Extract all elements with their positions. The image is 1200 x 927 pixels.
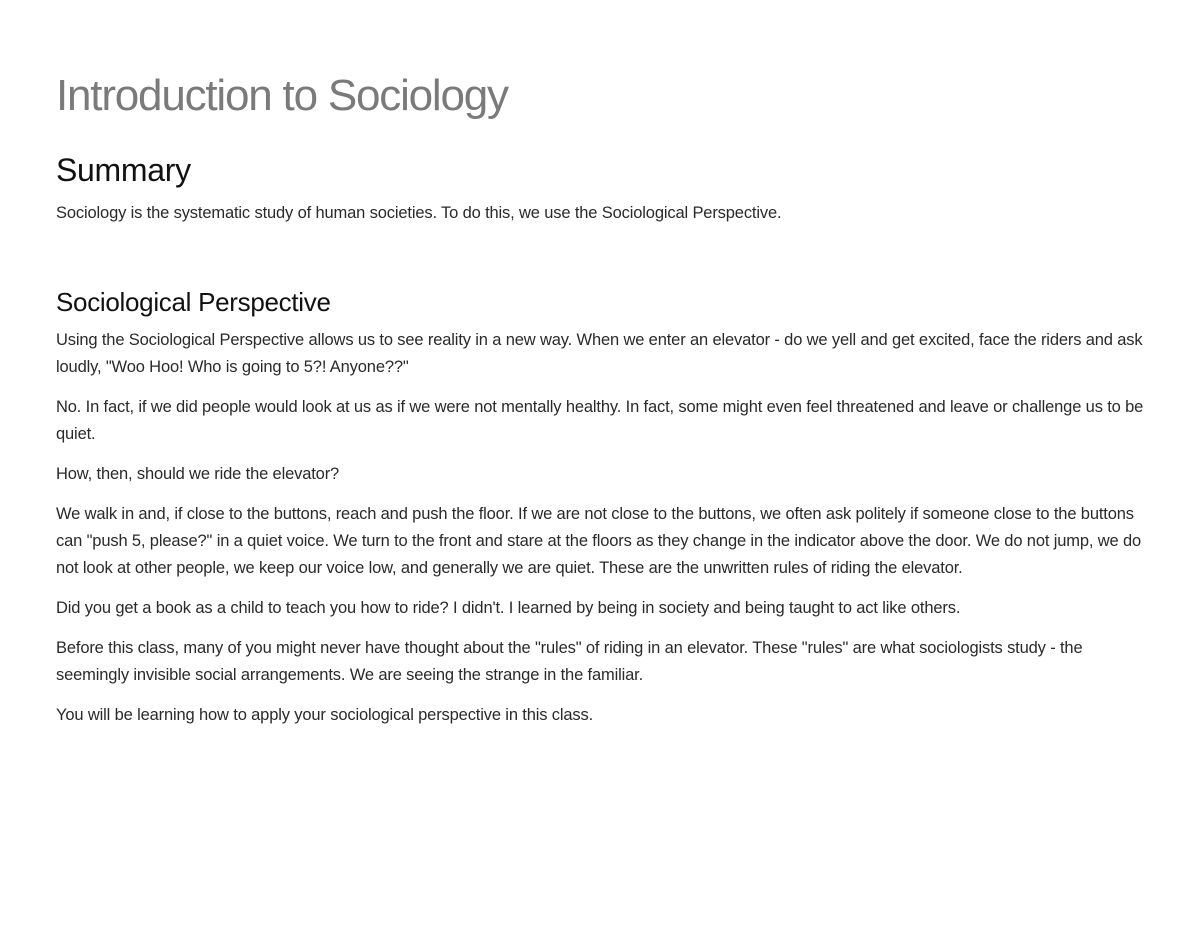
- sociological-perspective-heading: Sociological Perspective: [56, 287, 331, 317]
- paragraph-you-will-learn: You will be learning how to apply your sociological perspective in this class.: [56, 706, 594, 724]
- paragraph-book-as-child: Did you get a book as a child to teach you how to ride? I didn't. I learned by being in society and being taught to act like others.: [56, 599, 961, 617]
- paragraph-before-this-class: Before this class, many of you might never have thought about the "rules" of riding in an elevator. These "rules" are what sociologists study - the seemingly invisible social arrangements. We are seeing the strange in the familiar.: [56, 639, 1083, 684]
- sociological-perspective-body: [56, 327, 1144, 729]
- paragraph-how-then: How, then, should we ride the elevator?: [56, 465, 340, 483]
- summary-paragraph: Sociology is the systematic study of human societies. To do this, we use the Sociological Perspective.: [56, 204, 782, 222]
- paragraph-no-in-fact: No. In fact, if we did people would look at us as if we were not mentally healthy. In fact, some might even feel threatened and leave or challenge us to be quiet.: [56, 398, 1144, 443]
- sociological-perspective-section: [56, 285, 1144, 729]
- paragraph-walk-in: We walk in and, if close to the buttons, reach and push the floor. If we are not close to the buttons, we often ask politely if someone close to the buttons can "push 5, please?" in a quiet voice. We turn to the front and stare at the floors as they change in the indicator above the door. We do not jump, we do not look at other people, we keep our voice low, and generally we are quiet. These are the unwritten rules of riding the elevator.: [56, 505, 1142, 577]
- summary-heading: Summary: [56, 152, 191, 188]
- summary-section: [56, 150, 1144, 227]
- page-title: Introduction to Sociology: [56, 71, 508, 120]
- paragraph-elevator-intro: Using the Sociological Perspective allows us to see reality in a new way. When we enter an elevator - do we yell and get excited, face the riders and ask loudly, "Woo Hoo! Who is going to 5?! Anyone??": [56, 331, 1143, 376]
